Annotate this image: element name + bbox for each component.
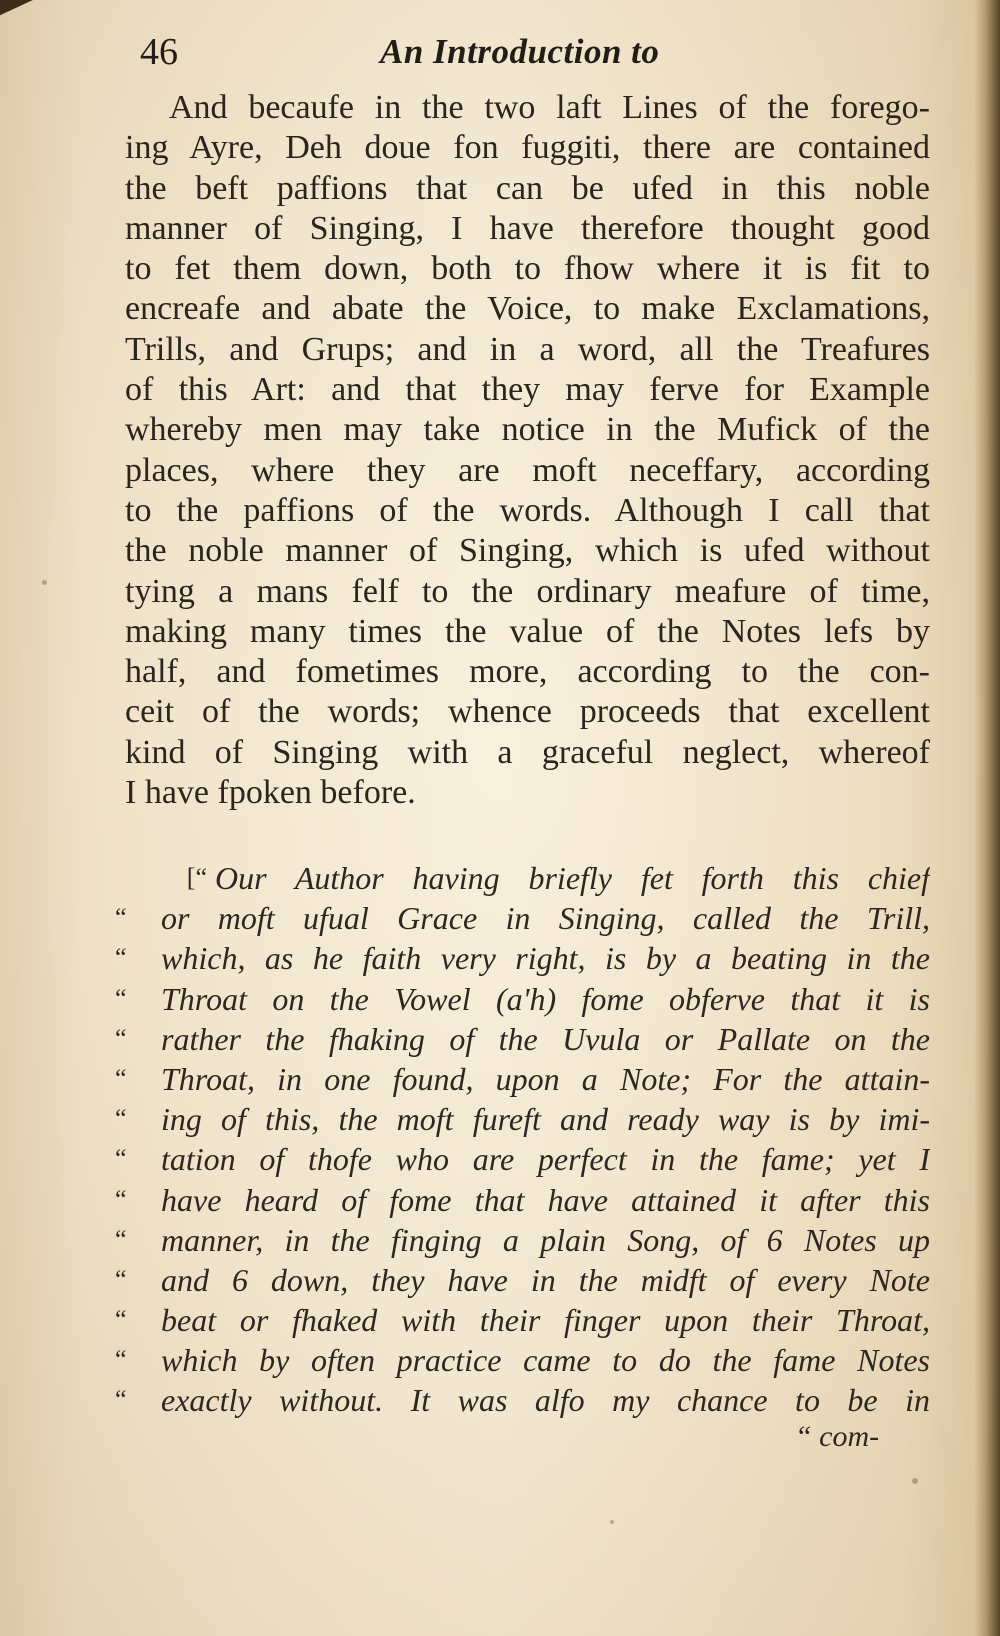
- quote-line: [115, 1139, 930, 1179]
- text-line: encreafe and abate the Voice, to make Exclamations,: [125, 290, 930, 328]
- quote-text: which by often practice came to do the fame Notes: [161, 1342, 930, 1379]
- catchword: “ com-: [795, 1420, 880, 1453]
- quote-text: exactly without. It was alfo my chance to be in: [161, 1382, 930, 1419]
- text-line: making many times the value of the Notes lefs by: [125, 612, 930, 650]
- quote-mark: “: [115, 943, 127, 973]
- paper-speck: [912, 1478, 918, 1484]
- quote-line: [115, 1180, 930, 1220]
- text-line: the noble manner of Singing, which is ufed without: [125, 532, 930, 570]
- quote-open-mark: [“: [186, 863, 207, 892]
- quote-line: [115, 1260, 930, 1300]
- quote-mark: “: [115, 903, 127, 933]
- quote-mark: “: [115, 1184, 127, 1214]
- quote-line: [115, 1300, 930, 1340]
- text-line: And becaufe in the two laft Lines of the forego-: [169, 89, 930, 126]
- quote-line: [115, 1099, 930, 1139]
- quote-mark: “: [115, 1264, 127, 1294]
- text-line: to fet them down, both to fhow where it is fit to: [125, 250, 930, 288]
- text-line: kind of Singing with a graceful neglect, whereof: [125, 733, 930, 771]
- quote-mark: “: [115, 1224, 127, 1254]
- quote-text: rather the fhaking of the Uvula or Pallate on the: [161, 1020, 930, 1057]
- page-number: 46: [140, 31, 178, 73]
- text-line: places, where they are moft neceffary, according: [125, 451, 930, 489]
- page-header: [140, 30, 680, 82]
- quote-text: ing of this, the moft fureft and ready way is by imi-: [161, 1101, 930, 1138]
- text-line: to the paffions of the words. Although I call that: [125, 491, 930, 529]
- quote-mark: “: [115, 1104, 127, 1134]
- quote-text: beat or fhaked with their finger upon their Throat,: [161, 1302, 930, 1339]
- quote-mark: “: [115, 1144, 127, 1174]
- quote-mark: “: [115, 1063, 127, 1093]
- quote-text: Throat, in one found, upon a Note; For the attain-: [161, 1060, 930, 1097]
- text-line: of this Art: and that they may ferve for Example: [125, 371, 930, 409]
- quote-mark: “: [115, 1385, 127, 1415]
- text-line: ing Ayre, Deh doue fon fuggiti, there are contained: [125, 129, 930, 167]
- quote-text: manner, in the finging a plain Song, of 6 Notes up: [161, 1221, 930, 1258]
- quote-line: [115, 1380, 930, 1420]
- quote-mark: “: [115, 1305, 127, 1335]
- main-paragraph: [125, 88, 930, 813]
- quote-text: or moft ufual Grace in Singing, called the Trill,: [161, 900, 930, 937]
- quote-mark: “: [115, 1023, 127, 1053]
- quote-line: [115, 898, 930, 938]
- paper-speck: [42, 580, 47, 585]
- quote-line: [115, 1340, 930, 1380]
- quote-text: which, as he faith very right, is by a beating in the: [161, 940, 930, 977]
- quote-line: [115, 1019, 930, 1059]
- quoted-commentary: [115, 858, 930, 1421]
- text-line: manner of Singing, I have therefore thought good: [125, 209, 930, 247]
- quote-mark: “: [115, 1345, 127, 1375]
- quote-line: [115, 1220, 930, 1260]
- text-line: I have fpoken before.: [125, 774, 416, 812]
- quote-text: Our Author having briefly fet forth this chief: [215, 860, 930, 896]
- text-line: tying a mans felf to the ordinary meafure of time,: [125, 572, 930, 610]
- quote-text: and 6 down, they have in the midft of every Note: [161, 1261, 930, 1298]
- quote-text: Throat on the Vowel (a'h) fome obferve that it is: [161, 980, 930, 1017]
- paper-speck: [610, 1520, 614, 1524]
- text-line: whereby men may take notice in the Mufick of the: [125, 411, 930, 449]
- text-line: the beft paffions that can be ufed in this noble: [125, 169, 930, 207]
- text-line: ceit of the words; whence proceeds that excellent: [125, 693, 930, 731]
- text-line: half, and fometimes more, according to the con-: [125, 653, 930, 691]
- quote-line: [115, 1059, 930, 1099]
- quote-mark: “: [115, 983, 127, 1013]
- quote-text: tation of thofe who are perfect in the fame; yet I: [161, 1141, 930, 1178]
- running-head: An Introduction to: [380, 32, 660, 71]
- quote-line: [115, 938, 930, 978]
- quote-text: have heard of fome that have attained it after this: [161, 1181, 930, 1218]
- quote-line: [115, 858, 930, 898]
- quote-line: [115, 979, 930, 1019]
- text-line: Trills, and Grups; and in a word, all the Treafures: [125, 330, 930, 368]
